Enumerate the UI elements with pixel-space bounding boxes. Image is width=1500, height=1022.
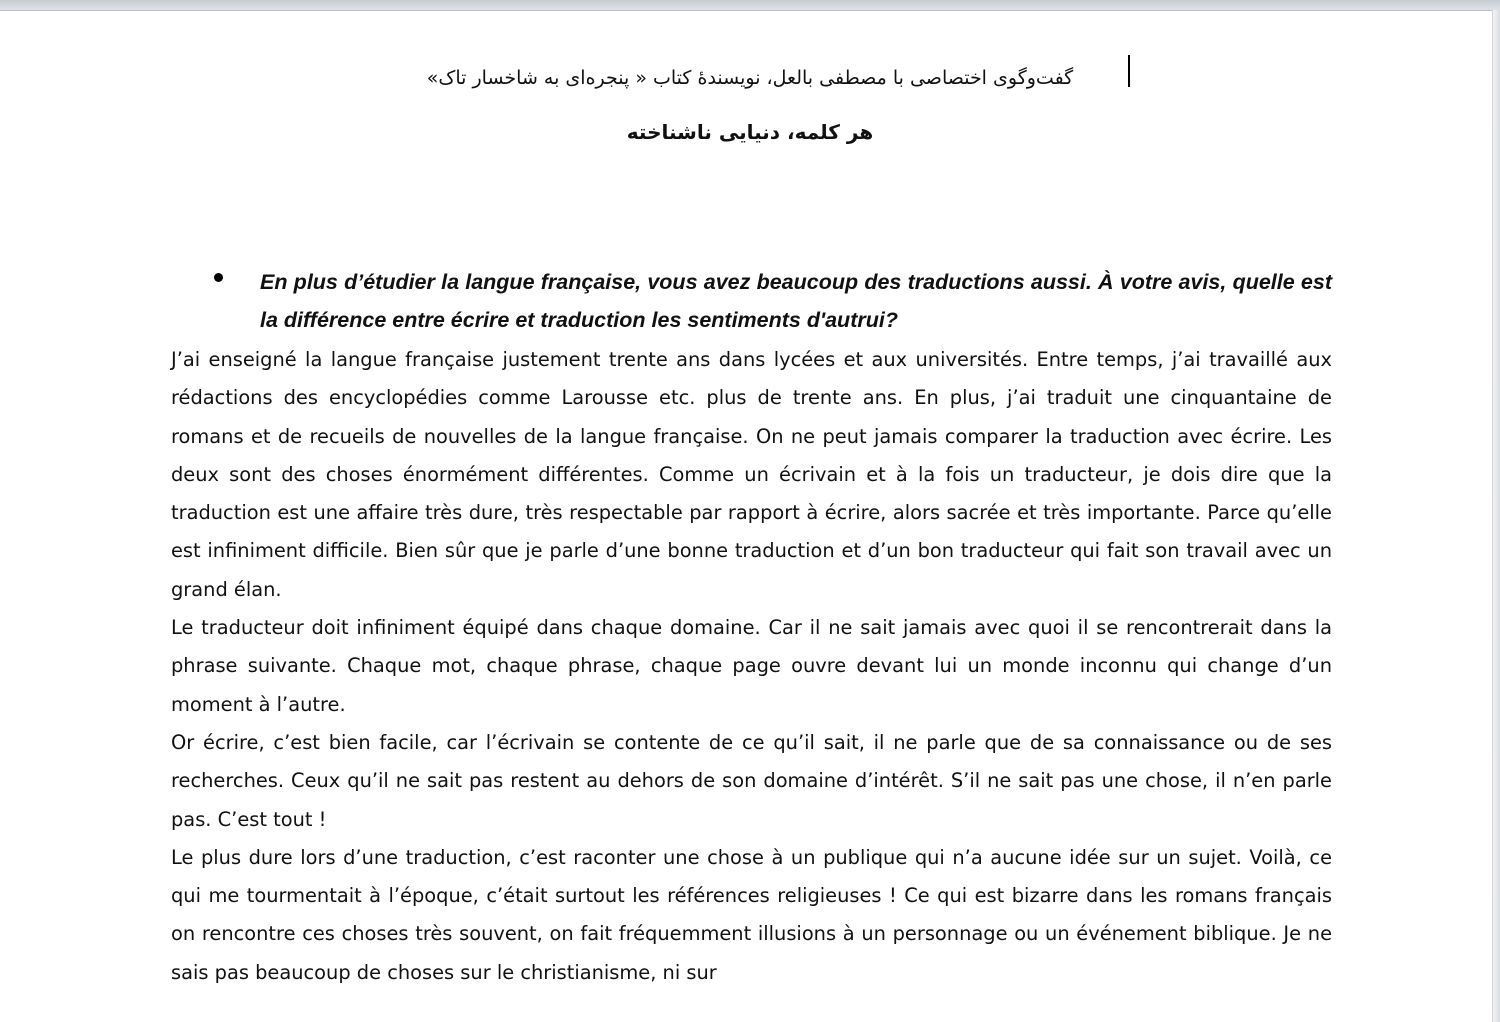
window-top-border [0, 0, 1500, 11]
document-page[interactable] [0, 11, 1492, 1022]
text-cursor [1128, 55, 1130, 87]
bullet-icon [214, 273, 223, 282]
persian-title: هر کلمه، دنیایی ناشناخته [626, 120, 874, 144]
persian-subtitle: گفت‌وگوی اختصاصی با مصطفی بالعل، نویسندهٔ کتاب « پنجره‌ای به شاخسار تاک» [426, 67, 1074, 89]
paragraph: Le plus dure lors d’une traduction, c’est raconter une chose à un publique qui n’a aucune idée sur un sujet. Voilà, ce qui me tourmentait à l’époque, c’était surtout les références religieuses ! Ce qui est bizarre dans les romans français on rencontre ces choses très souvent, on fait fréquemment illusions à un personnage ou un événement biblique. Je ne sais pas beaucoup de choses sur le christianisme, ni sur [171, 845, 1332, 984]
answer-body [171, 341, 1332, 992]
paragraph: Or écrire, c’est bien facile, car l’écrivain se contente de ce qu’il sait, il ne parle que de sa connaissance ou de ses recherches. Ceux qu’il ne sait pas restent au dehors de son domaine d’intérêt. S’il ne sait pas une chose, il n’en parle pas. C’est tout ! [171, 730, 1332, 831]
vertical-scrollbar[interactable] [1492, 10, 1500, 1022]
paragraph: Le traducteur doit infiniment équipé dans chaque domaine. Car il ne sait jamais avec quoi il se rencontrerait dans la phrase suivante. Chaque mot, chaque phrase, chaque page ouvre devant lui un monde inconnu qui change d’un moment à l’autre. [171, 616, 1332, 716]
interview-question: En plus d’étudier la langue française, vous avez beaucoup des traductions aussi. À votre avis, quelle est la différence entre écrire et traduction les sentiments d'autrui? [260, 270, 1332, 332]
paragraph: J’ai enseigné la langue française justement trente ans dans lycées et aux universités. Entre temps, j’ai travaillé aux rédactions des encyclopédies comme Larousse etc. plus de trente ans. En plus, j’ai traduit une cinquantaine de romans et de recueils de nouvelles de la langue française. On ne peut jamais comparer la traduction avec écrire. Les deux sont des choses énormément différentes. Comme un écrivain et à la fois un traducteur, je dois dire que la traduction est une affaire très dure, très respectable par rapport à écrire, alors sacrée et très importante. Parce qu’elle est infiniment difficile. Bien sûr que je parle d’une bonne traduction et d’un bon traducteur qui fait son travail avec un grand élan. [171, 348, 1332, 601]
